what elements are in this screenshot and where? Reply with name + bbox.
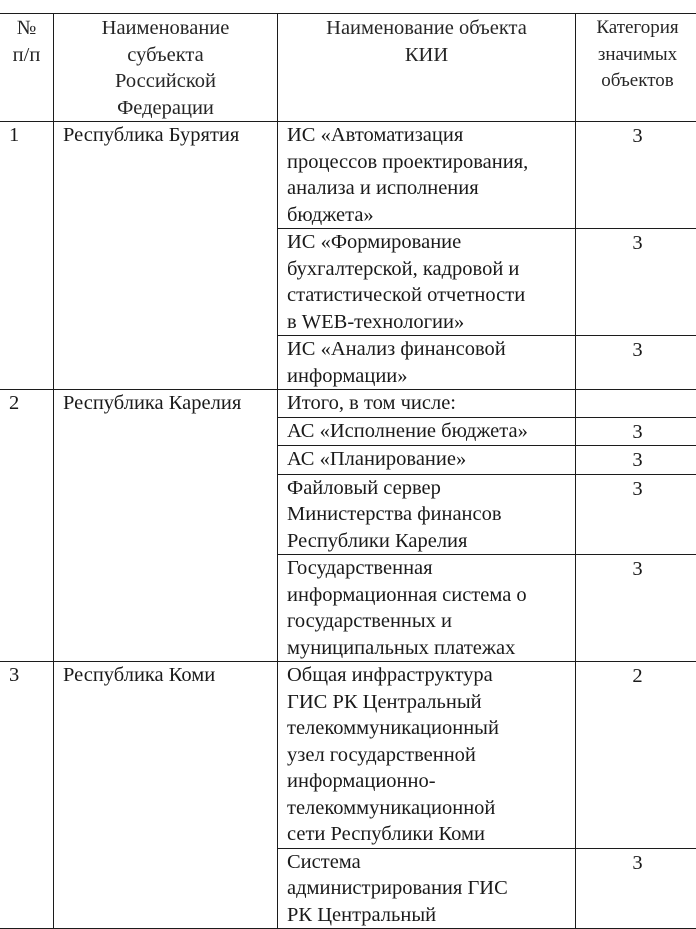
object-name-line: Система xyxy=(287,849,571,876)
object-name-line: Министерства финансов xyxy=(287,501,571,528)
header-subject-line: субъекта xyxy=(54,42,277,69)
table-row xyxy=(0,390,696,418)
header-object-line: КИИ xyxy=(278,42,575,69)
object-category: 3 xyxy=(576,229,696,336)
subject-name: Республика Бурятия xyxy=(54,122,278,390)
header-number-line: № xyxy=(0,15,53,42)
object-name xyxy=(278,122,576,229)
object-name xyxy=(278,848,576,929)
object-name-line: информационно- xyxy=(287,768,571,795)
subject-name: Республика Коми xyxy=(54,662,278,929)
object-category: 3 xyxy=(576,417,696,446)
object-name-line: АС «Исполнение бюджета» xyxy=(287,418,571,445)
object-name-line: процессов проектирования, xyxy=(287,149,571,176)
object-name-line: информации» xyxy=(287,363,571,390)
object-category: 3 xyxy=(576,474,696,555)
row-number: 1 xyxy=(0,122,54,390)
object-category: 3 xyxy=(576,848,696,929)
subject-name: Республика Карелия xyxy=(54,390,278,662)
object-name-line: телекоммуникационной xyxy=(287,795,571,822)
header-number-line: п/п xyxy=(0,42,53,69)
object-name-line: телекоммуникационный xyxy=(287,715,571,742)
header-category-line: значимых xyxy=(576,42,696,69)
object-name xyxy=(278,336,576,390)
object-name-line: Итого, в том числе: xyxy=(287,390,571,417)
object-name-line: Файловый сервер xyxy=(287,475,571,502)
object-category: 3 xyxy=(576,336,696,390)
header-category-line: Категория xyxy=(576,15,696,42)
object-name-line: бюджета» xyxy=(287,202,571,229)
object-name-line: Государственная xyxy=(287,555,571,582)
object-category xyxy=(576,390,696,418)
header-subject-line: Российской xyxy=(54,68,277,95)
header-subject-line: Федерации xyxy=(54,95,277,122)
header-category xyxy=(576,14,696,122)
header-category-line: объектов xyxy=(576,68,696,95)
object-name-line: ГИС РК Центральный xyxy=(287,689,571,716)
object-name xyxy=(278,474,576,555)
object-name xyxy=(278,446,576,475)
kii-objects-table xyxy=(0,13,696,929)
object-name xyxy=(278,229,576,336)
object-name xyxy=(278,555,576,662)
object-name-line: РК Центральный xyxy=(287,902,571,929)
object-name-line: бухгалтерской, кадровой и xyxy=(287,256,571,283)
object-name xyxy=(278,662,576,849)
object-name-line: ИС «Автоматизация xyxy=(287,122,571,149)
table-row xyxy=(0,122,696,229)
object-category: 3 xyxy=(576,122,696,229)
header-number xyxy=(0,14,54,122)
header-object-line: Наименование объекта xyxy=(278,15,575,42)
object-name-line: узел государственной xyxy=(287,742,571,769)
header-subject-line: Наименование xyxy=(54,15,277,42)
object-category: 3 xyxy=(576,555,696,662)
object-category: 3 xyxy=(576,446,696,475)
header-subject xyxy=(54,14,278,122)
object-name-line: муниципальных платежах xyxy=(287,635,571,662)
object-name-line: сети Республики Коми xyxy=(287,821,571,848)
object-name-line: ИС «Формирование xyxy=(287,229,571,256)
table-header-row xyxy=(0,14,696,122)
object-name-line: ИС «Анализ финансовой xyxy=(287,336,571,363)
object-name-line: статистической отчетности xyxy=(287,282,571,309)
document-page xyxy=(0,13,696,929)
row-number: 2 xyxy=(0,390,54,662)
object-name-line: информационная система о xyxy=(287,582,571,609)
object-category: 2 xyxy=(576,662,696,849)
object-name-line: Республики Карелия xyxy=(287,528,571,555)
header-object xyxy=(278,14,576,122)
object-name xyxy=(278,390,576,418)
object-name-line: АС «Планирование» xyxy=(287,446,571,473)
table-row xyxy=(0,662,696,849)
object-name-line: в WEB-технологии» xyxy=(287,309,571,336)
object-name xyxy=(278,417,576,446)
object-name-line: государственных и xyxy=(287,608,571,635)
object-name-line: анализа и исполнения xyxy=(287,175,571,202)
object-name-line: Общая инфраструктура xyxy=(287,662,571,689)
row-number: 3 xyxy=(0,662,54,929)
object-name-line: администрирования ГИС xyxy=(287,875,571,902)
